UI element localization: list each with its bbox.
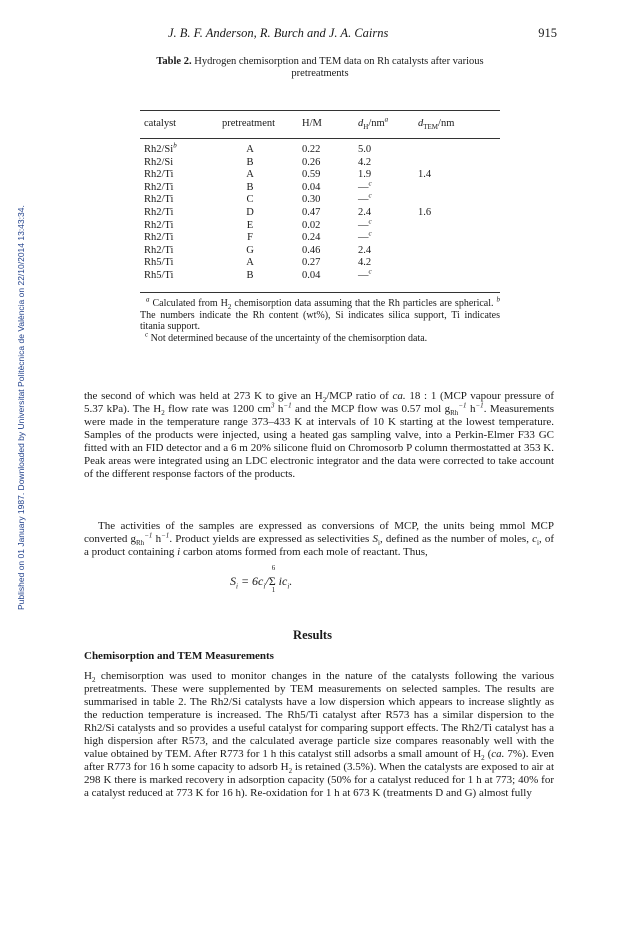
cell-dh: —$^c$ <box>358 229 372 244</box>
cell-hm: 0.02 <box>302 219 321 231</box>
selectivity-equation: $S_i = 6c_i/$ 6 Σ 1 $ic_i$. <box>230 564 293 594</box>
footnote-b-text: The numbers indicate the Rh content (wt%), Si indicates silica support, Ti indicates titania support. <box>140 309 500 333</box>
footnote-b-mark: b <box>496 295 501 304</box>
cell-dtem: 1.4 <box>418 169 432 181</box>
header-pretreatment: pretreatment <box>222 118 276 129</box>
footnote-a-text: Calculated from H <box>152 298 228 309</box>
table-row <box>140 207 500 219</box>
table-label: Table 2. <box>156 56 192 67</box>
cell-pretreatment: D <box>246 207 254 218</box>
table-caption-text: Hydrogen chemisorption and TEM data on Rh catalysts after various pretreatments <box>194 56 484 79</box>
section-heading-results: Results <box>293 628 332 642</box>
table-bottom-rule <box>140 292 500 293</box>
paragraph-activities: The activities of the samples are expressed as conversions of MCP, the units being mmol MCP converted $g_{Rh}^{-1}$ $h^{-1}$. Product yields are expressed as selectivities $S_i$, defined as the number of moles, $c_i$, of a product containing i carbon atoms formed from each mole of reactant. Thus, <box>84 520 554 558</box>
cell-dh: —$^c$ <box>358 217 372 231</box>
header-dh <box>358 115 389 132</box>
dh-footnote-mark: a <box>384 115 389 124</box>
sum-symbol: 6 Σ 1 <box>268 564 276 594</box>
cell-dtem: 1.6 <box>418 207 432 218</box>
table-row <box>140 229 500 244</box>
cell-catalyst: Rh2/Si <box>144 156 174 168</box>
footnote-a-post: chemisorption data assuming that the Rh particles are spherical. <box>231 298 494 309</box>
table-row <box>140 191 500 206</box>
footnote-a <box>140 295 501 333</box>
cell-dh: 4.2 <box>358 156 372 168</box>
cell-pretreatment: A <box>246 144 254 155</box>
cell-dh: 2.4 <box>358 244 372 256</box>
cell-dh: 5.0 <box>358 144 372 155</box>
footnote-a-sub: 2 <box>227 303 232 311</box>
cell-hm: 0.46 <box>302 244 321 256</box>
table-row <box>140 245 500 257</box>
cell-catalyst: Rh2/Ti <box>144 207 174 218</box>
running-head-authors: J. B. F. Anderson, R. Burch and J. A. Cairns <box>168 26 389 40</box>
cell-hm: 0.22 <box>302 144 321 155</box>
table-row <box>140 257 500 269</box>
table-footnotes <box>140 295 501 344</box>
paragraph-methods: the second of which was held at 273 K to give an $H_2$/MCP ratio of ca. 18 : 1 (MCP vapour pressure of 5.37 kPa). The $H_2$ flow rate was 1200 $cm^3$ $h^{-1}$ and the MCP flow was 0.57 mol $g_{Rh}^{-1}$ $h^{-1}$. Measurements were made in the temperature range 373–433 K at intervals of 10 K starting at the lowest temperature. Samples of the products were injected, using a heated gas sampling valve, into a Perkin-Elmer F33 GC fitted with an FID detector and a 6 m 20% silicone fluid on Chromosorb P column thermostatted at 353 K. Peak areas were integrated using an LDC electronic integrator and the data were corrected to take account of the different response factors of the products. <box>84 390 554 480</box>
table-row <box>140 141 500 156</box>
cell-catalyst: Rh5/Ti <box>144 270 174 281</box>
cell-catalyst: Rh5/Ti <box>144 257 174 269</box>
table-row <box>140 157 500 169</box>
cell-dh: —$^c$ <box>358 267 372 281</box>
cell-hm: 0.27 <box>302 257 321 269</box>
cell-catalyst: Rh2/Ti <box>144 181 174 193</box>
header-hm: H/M <box>302 118 322 129</box>
cell-catalyst: Rh2/Ti <box>144 169 174 181</box>
footnote-c <box>140 330 500 345</box>
cell-pretreatment: B <box>246 270 254 281</box>
cell-pretreatment: B <box>246 156 254 168</box>
dh-subscript: H <box>363 123 369 132</box>
cell-pretreatment: F <box>247 232 253 244</box>
cell-pretreatment: G <box>246 244 254 256</box>
table-caption <box>140 56 500 80</box>
footnote-c-text: Not determined because of the uncertainty of the chemisorption data. <box>150 332 428 344</box>
footnote-c-mark: c <box>145 330 149 339</box>
dh-unit: /nm <box>368 118 385 129</box>
subsection-heading: Chemisorption and TEM Measurements <box>84 650 274 662</box>
table-row <box>140 169 500 181</box>
dtem-symbol: d <box>418 118 424 129</box>
cell-hm: 0.47 <box>302 207 321 218</box>
table-header-rule <box>140 138 500 139</box>
cell-hm: 0.30 <box>302 194 321 206</box>
dtem-subscript: TEM <box>423 123 439 132</box>
footnote-a-mark: a <box>145 295 150 304</box>
cell-catalyst: Rh2/Ti <box>144 244 174 256</box>
cell-hm: 0.04 <box>302 270 321 281</box>
cell-catalyst: Rh2/Si$^b$ <box>144 141 177 155</box>
cell-catalyst: Rh2/Ti <box>144 219 174 231</box>
running-head <box>0 26 625 44</box>
cell-pretreatment: A <box>246 169 254 181</box>
paragraph-results: $H_2$ chemisorption was used to monitor changes in the nature of the catalysts following the various pretreatments. These were supplemented by TEM measurements on selected samples. The results are summarised in table 2. The Rh2/Si catalysts have a low dispersion which appears to increase slightly as the reduction temperature is increased. The Rh5/Ti catalyst after R573 has a similar dispersion to the Rh2/Si catalysts and so provides a useful catalyst for comparing support effects. The Rh2/Ti catalyst has a high dispersion after R573, and the calculated average particle size compares reasonably well with the value obtained by TEM. After R773 for 1 h this catalyst still adsorbs a small amount of $H_2$ (ca. 7%). Even after R773 for 16 h some capacity to adsorb $H_2$ is retained (3.5%). When the catalysts are exposed to air at 298 K there is marked recovery in adsorption capacity (50% for a catalyst reduced for 1 h at 773; 40% for a catalyst reduced at 773 K for 16 h). Re-oxidation for 1 h at 673 K (treatments D and G) almost fully <box>84 670 554 799</box>
cell-dh: —$^c$ <box>358 191 372 206</box>
cell-catalyst: Rh2/Ti <box>144 232 174 244</box>
cell-hm: 0.24 <box>302 232 321 244</box>
cell-pretreatment: A <box>246 257 254 269</box>
cell-dh: —$^c$ <box>358 179 372 193</box>
cell-pretreatment: B <box>246 181 254 193</box>
watermark-text: Published on 01 January 1987. Downloaded by Universitat Politècnica de València on 22/10/2014 13:43:34. <box>16 205 26 610</box>
table-row <box>140 217 500 232</box>
cell-dh: 1.9 <box>358 169 372 181</box>
cell-hm: 0.04 <box>302 181 321 193</box>
dh-symbol: d <box>358 118 364 129</box>
cell-pretreatment: E <box>246 219 254 231</box>
table-row <box>140 267 500 282</box>
cell-hm: 0.59 <box>302 169 321 181</box>
cell-dh: 2.4 <box>358 207 372 218</box>
cell-catalyst: Rh2/Ti <box>144 194 174 206</box>
header-catalyst: catalyst <box>144 118 177 129</box>
cell-dh: 4.2 <box>358 257 372 269</box>
dtem-unit: /nm <box>438 118 455 129</box>
table-top-rule <box>140 110 500 111</box>
cell-pretreatment: C <box>246 194 254 206</box>
header-dtem <box>418 118 455 132</box>
page-number: 915 <box>538 26 557 40</box>
download-watermark <box>4 90 26 610</box>
cell-hm: 0.26 <box>302 156 321 168</box>
table-row <box>140 179 500 194</box>
